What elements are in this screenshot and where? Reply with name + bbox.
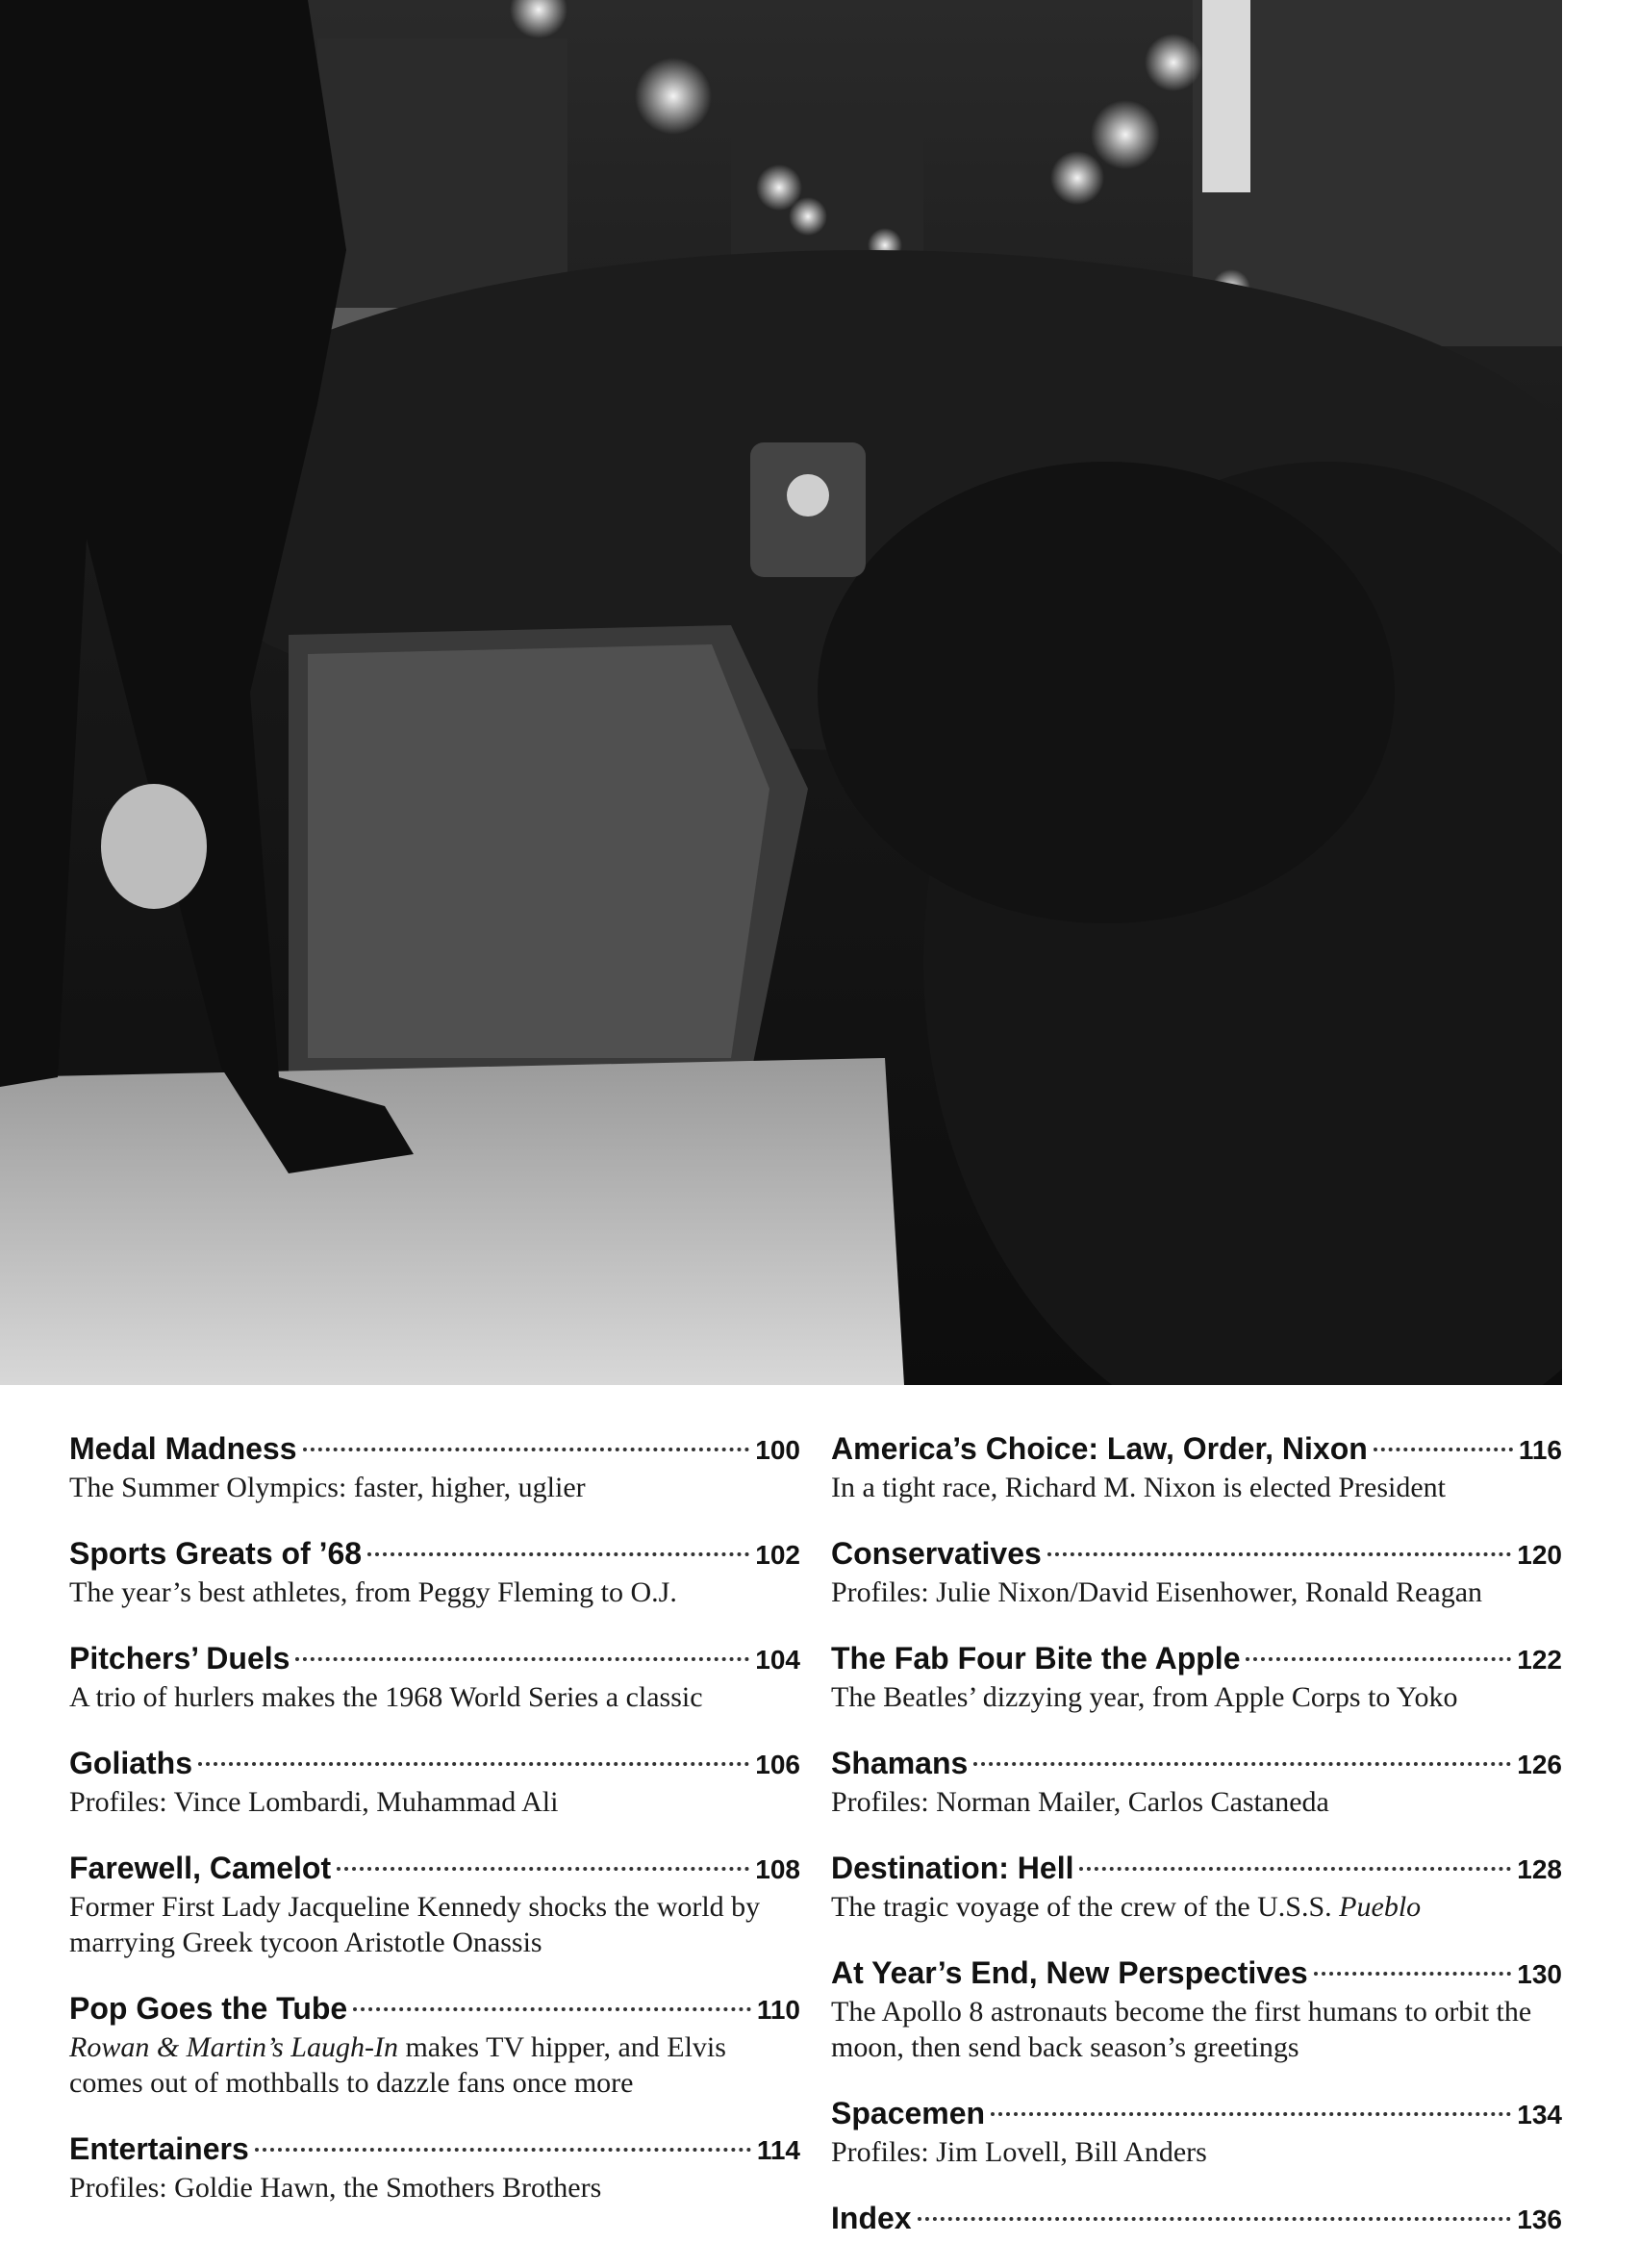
leader-dots bbox=[1374, 1448, 1513, 1451]
toc-entry[interactable] bbox=[69, 2129, 800, 2205]
entry-title: America’s Choice: Law, Order, Nixon bbox=[831, 1431, 1368, 1466]
entry-description: Profiles: Goldie Hawn, the Smothers Brothers bbox=[69, 2172, 602, 2204]
toc-entry[interactable] bbox=[831, 1849, 1562, 1925]
page-number: 110 bbox=[756, 1995, 800, 2025]
page-number: 106 bbox=[755, 1750, 800, 1779]
entry-title: Goliaths bbox=[69, 1746, 193, 1780]
toc-entry[interactable] bbox=[831, 2094, 1562, 2170]
entry-title: Medal Madness bbox=[69, 1431, 297, 1466]
page-number: 126 bbox=[1517, 1750, 1562, 1779]
show-title-italic: Rowan & Martin’s Laugh-In bbox=[69, 2031, 398, 2063]
ship-name-italic: Pueblo bbox=[1339, 1891, 1422, 1923]
toc-entry[interactable] bbox=[831, 1639, 1562, 1715]
entry-description: Profiles: Julie Nixon/David Eisenhower, Ronald Reagan bbox=[831, 1576, 1483, 1608]
toc-entry[interactable] bbox=[831, 1953, 1562, 2065]
page-number: 114 bbox=[756, 2135, 800, 2165]
entry-description bbox=[69, 2029, 800, 2101]
leader-dots bbox=[337, 1867, 749, 1871]
page-number: 128 bbox=[1517, 1854, 1562, 1884]
entry-description: Profiles: Vince Lombardi, Muhammad Ali bbox=[69, 1786, 559, 1818]
leader-dots bbox=[1047, 1552, 1512, 1556]
toc-left-column bbox=[69, 1429, 800, 2234]
toc-entry[interactable] bbox=[831, 2199, 1562, 2239]
leader-dots bbox=[198, 1762, 749, 1766]
leader-dots bbox=[918, 2217, 1512, 2221]
page-number: 116 bbox=[1518, 1435, 1562, 1465]
toc-entry[interactable] bbox=[69, 1429, 800, 1505]
entry-title: Spacemen bbox=[831, 2096, 986, 2130]
leader-dots bbox=[1079, 1867, 1511, 1871]
entry-title: At Year’s End, New Perspectives bbox=[831, 1955, 1308, 1990]
toc-entry[interactable] bbox=[69, 1744, 800, 1820]
toc-entry[interactable] bbox=[69, 1639, 800, 1715]
leader-dots bbox=[367, 1552, 749, 1556]
entry-description: Profiles: Norman Mailer, Carlos Castaneda bbox=[831, 1786, 1329, 1818]
toc-entry[interactable] bbox=[831, 1534, 1562, 1610]
entry-title: Destination: Hell bbox=[831, 1851, 1074, 1885]
leader-dots bbox=[255, 2148, 751, 2152]
page-number: 104 bbox=[755, 1645, 800, 1675]
entry-title: Sports Greats of ’68 bbox=[69, 1536, 363, 1571]
toc-entry[interactable] bbox=[69, 1849, 800, 1960]
page-number: 102 bbox=[755, 1540, 800, 1570]
entry-title: Farewell, Camelot bbox=[69, 1851, 332, 1885]
page-number: 108 bbox=[755, 1854, 800, 1884]
entry-title: The Fab Four Bite the Apple bbox=[831, 1641, 1241, 1676]
entry-description: Profiles: Jim Lovell, Bill Anders bbox=[831, 2136, 1207, 2168]
leader-dots bbox=[1246, 1657, 1511, 1661]
leader-dots bbox=[973, 1762, 1511, 1766]
toc-entry[interactable] bbox=[831, 1429, 1562, 1505]
toc-entry[interactable] bbox=[69, 1989, 800, 2101]
entry-title: Shamans bbox=[831, 1746, 969, 1780]
toc-right-column bbox=[831, 1429, 1562, 2268]
entry-title: Pop Goes the Tube bbox=[69, 1991, 348, 2026]
entry-description: The Beatles’ dizzying year, from Apple Corps to Yoko bbox=[831, 1681, 1458, 1713]
page-number: 120 bbox=[1517, 1540, 1562, 1570]
entry-description-rest: makes TV hipper, and Elvis comes out of mothballs to dazzle fans once more bbox=[69, 2031, 726, 2099]
leader-dots bbox=[303, 1448, 750, 1451]
entry-description: The Apollo 8 astronauts become the first humans to orbit the moon, then send back season’s greetings bbox=[831, 1996, 1532, 2063]
leader-dots bbox=[353, 2007, 751, 2011]
toc-entry[interactable] bbox=[69, 1534, 800, 1610]
entry-title: Entertainers bbox=[69, 2131, 249, 2166]
entry-description: A trio of hurlers makes the 1968 World Series a classic bbox=[69, 1681, 703, 1713]
entry-description: The year’s best athletes, from Peggy Fleming to O.J. bbox=[69, 1576, 677, 1608]
entry-description: In a tight race, Richard M. Nixon is elected President bbox=[831, 1472, 1446, 1503]
leader-dots bbox=[991, 2112, 1511, 2116]
entry-description-rest: The tragic voyage of the crew of the U.S.S. bbox=[831, 1891, 1340, 1923]
entry-description bbox=[831, 1889, 1562, 1925]
entry-title: Pitchers’ Duels bbox=[69, 1641, 290, 1676]
entry-title: Index bbox=[831, 2201, 912, 2235]
page-number: 134 bbox=[1517, 2100, 1562, 2129]
toc-entry[interactable] bbox=[831, 1744, 1562, 1820]
entry-title: Conservatives bbox=[831, 1536, 1042, 1571]
page-number: 100 bbox=[755, 1435, 800, 1465]
entry-description: The Summer Olympics: faster, higher, uglier bbox=[69, 1472, 586, 1503]
entry-description: Former First Lady Jacqueline Kennedy shocks the world by marrying Greek tycoon Aristotle Onassis bbox=[69, 1891, 761, 1958]
page-number: 122 bbox=[1517, 1645, 1562, 1675]
page-number: 130 bbox=[1517, 1959, 1562, 1989]
leader-dots bbox=[295, 1657, 749, 1661]
page-number: 136 bbox=[1517, 2205, 1562, 2234]
leader-dots bbox=[1314, 1972, 1512, 1976]
